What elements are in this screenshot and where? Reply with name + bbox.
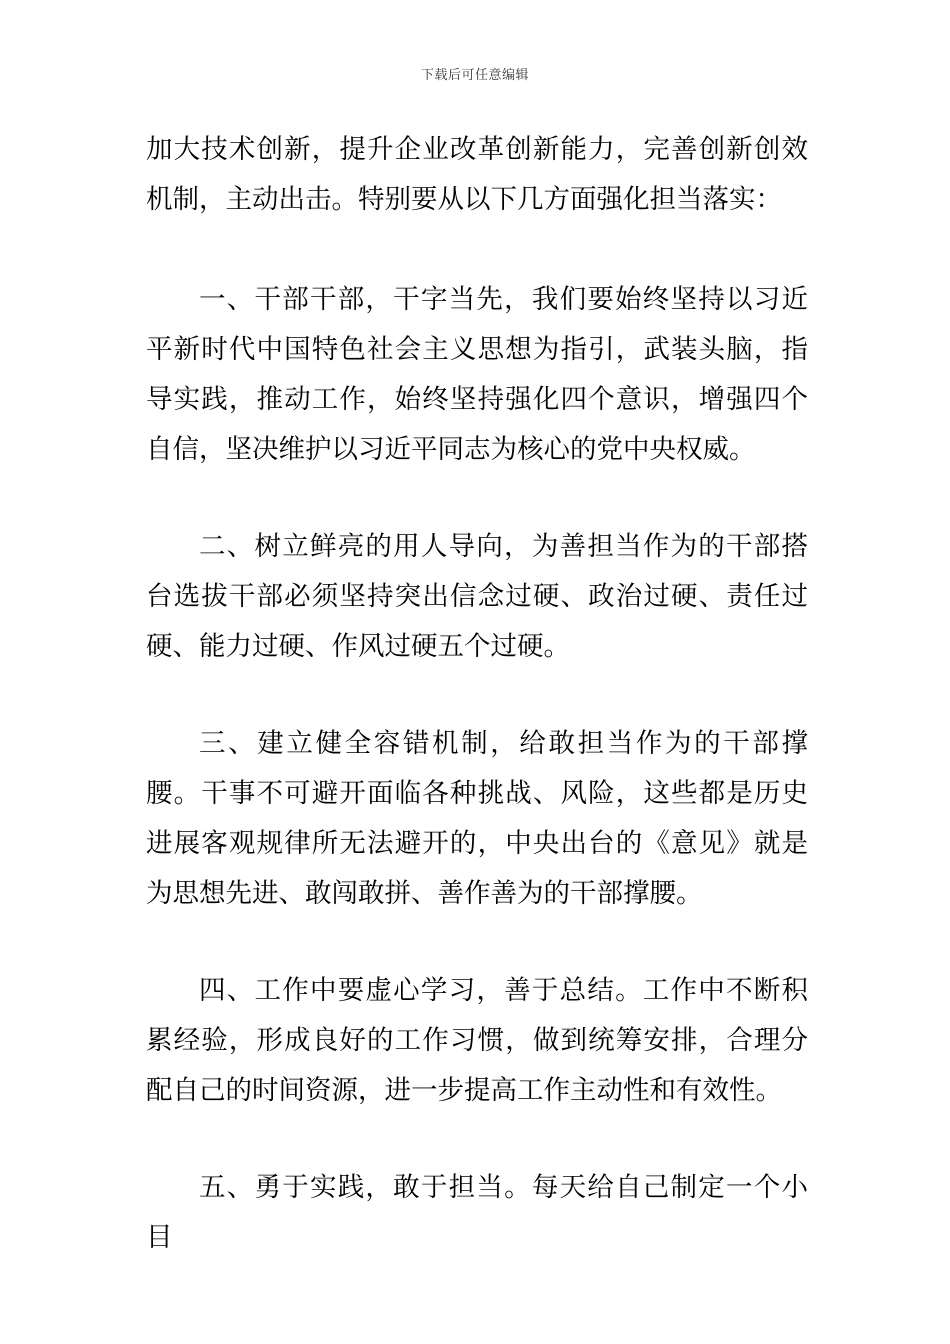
- paragraph-point-one: 一、干部干部，干字当先，我们要始终坚持以习近平新时代中国特色社会主义思想为指引，武装头脑，指导实践，推动工作，始终坚持强化四个意识，增强四个自信，坚决维护以习近平同志为核心的党中央权威。: [146, 284, 808, 465]
- paragraph-point-three: 三、建立健全容错机制，给敢担当作为的干部撑腰。干事不可避开面临各种挑战、风险，这些都是历史进展客观规律所无法避开的，中央出台的《意见》就是为思想先进、敢闯敢拼、善作善为的干部撑腰。: [146, 728, 808, 909]
- paragraph-intro-continuation: 加大技术创新，提升企业改革创新能力，完善创新创效机制，主动出击。特别要从以下几方面强化担当落实：: [146, 134, 808, 215]
- paragraph-point-two: 二、树立鲜亮的用人导向，为善担当作为的干部搭台选拔干部必须坚持突出信念过硬、政治过硬、责任过硬、能力过硬、作风过硬五个过硬。: [146, 531, 808, 662]
- paragraph-point-four: 四、工作中要虚心学习，善于总结。工作中不断积累经验，形成良好的工作习惯，做到统筹安排，合理分配自己的时间资源，进一步提高工作主动性和有效性。: [146, 975, 808, 1106]
- page-header: 下载后可任意编辑: [420, 68, 529, 83]
- paragraph-point-five: 五、勇于实践，敢于担当。每天给自己制定一个小目: [146, 1172, 808, 1253]
